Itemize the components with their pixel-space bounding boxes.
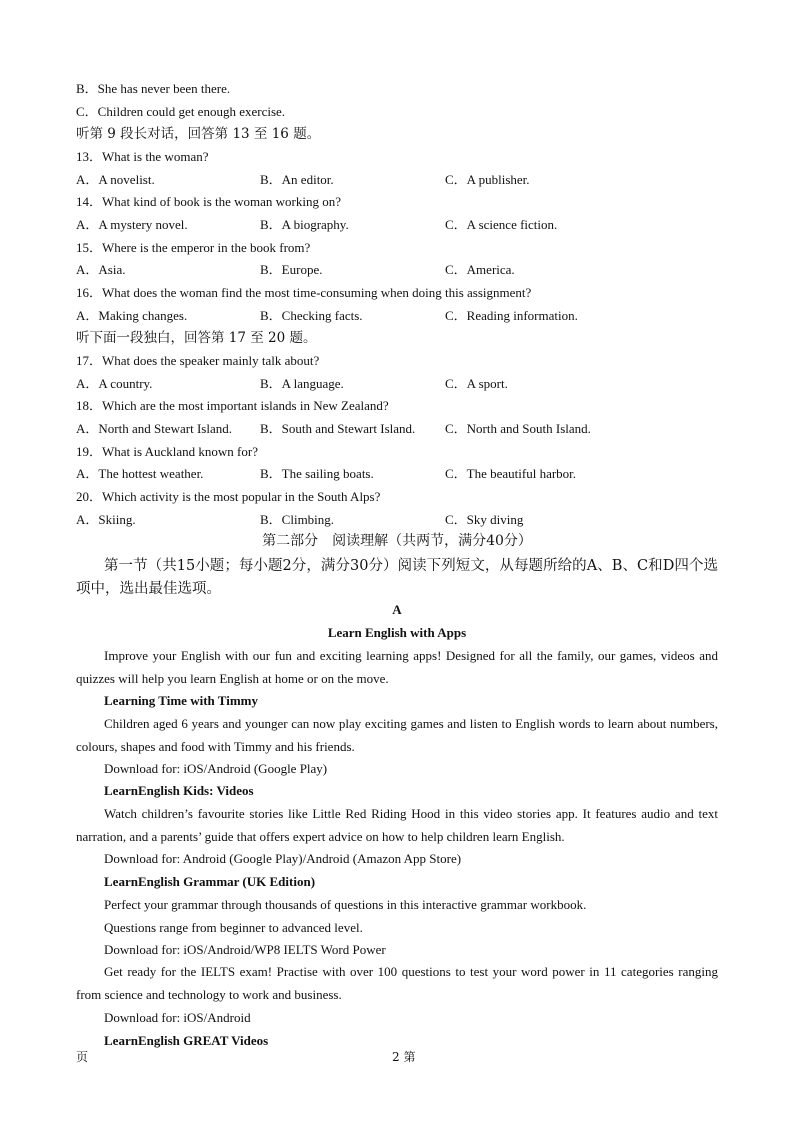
option-b: B．An editor. (260, 172, 334, 187)
option-b: B．A language. (260, 376, 344, 391)
option-c: C．A science fiction. (445, 217, 558, 232)
footer-page-number: 2 第 (392, 1050, 416, 1064)
option-a: A．Making changes. (76, 308, 188, 323)
question-18-options (76, 420, 716, 438)
question-17-options (76, 375, 716, 393)
question-15-options (76, 261, 716, 279)
option-a: A．The hottest weather. (76, 466, 204, 481)
app1-download: Download for: iOS/Android (Google Play) (104, 761, 328, 776)
app4-download: Download for: iOS/Android (104, 1010, 251, 1025)
option-c: C．North and South Island. (445, 421, 591, 436)
passage-title: Learn English with Apps (327, 625, 467, 640)
app3-range: Questions range from beginner to advanced level. (104, 920, 363, 935)
app2-description: Watch children’s favourite stories like Little Red Riding Hood in this video stories app. It features audio and text narration, and a parents’ guide that offers expert advice on how to help children learn English. (76, 806, 718, 844)
question-13-options (76, 171, 716, 189)
passage-intro: Improve your English with our fun and exciting learning apps! Designed for all the family, our games, videos and quizzes will help you learn English at home or on the move. (76, 648, 718, 686)
app5-title: LearnEnglish GREAT Videos (104, 1033, 269, 1048)
option-c: C．A sport. (445, 376, 508, 391)
question-16: 16．What does the woman find the most time-consuming when doing this assignment? (76, 285, 532, 300)
app2-download: Download for: Android (Google Play)/Android (Amazon App Store) (104, 851, 462, 866)
option-b: B．A biography. (260, 217, 349, 232)
question-13: 13．What is the woman? (76, 149, 209, 164)
option-c: C．Reading information. (445, 308, 578, 323)
option-c: C．Sky diving (445, 512, 524, 527)
question-20: 20．Which activity is the most popular in the South Alps? (76, 489, 381, 504)
question-19: 19．What is Auckland known for? (76, 444, 258, 459)
app2-title: LearnEnglish Kids: Videos (104, 783, 254, 798)
question-19-options (76, 465, 716, 483)
option-c: C．The beautiful harbor. (445, 466, 577, 481)
app1-title: Learning Time with Timmy (104, 693, 258, 708)
option-a: A．A novelist. (76, 172, 155, 187)
option-c: C．A publisher. (445, 172, 530, 187)
reading-part-title: 第二部分 阅读理解（共两节，满分40分） (262, 533, 532, 549)
option-b: B．Europe. (260, 262, 323, 277)
question-14-options (76, 216, 716, 234)
question-15: 15．Where is the emperor in the book from? (76, 240, 311, 255)
option-c: C．America. (445, 262, 515, 277)
passage-letter: A (392, 602, 402, 617)
question-17: 17．What does the speaker mainly talk about? (76, 353, 320, 368)
section-9-instruction: 听第 9 段长对话，回答第 13 至 16 题。 (76, 126, 321, 142)
app4-description: Get ready for the IELTS exam! Practise with over 100 questions to test your word power in 11 categories ranging from science and technology to work and business. (76, 964, 718, 1002)
option-b: B．Checking facts. (260, 308, 363, 323)
q12-option-c: C．Children could get enough exercise. (76, 104, 286, 119)
reading-section-instruction: 第一节（共15小题；每小题2分，满分30分）阅读下列短文，从每题所给的A、B、C和D四个选项中，选出最佳选项。 (76, 558, 718, 597)
option-b: B．South and Stewart Island. (260, 421, 416, 436)
question-20-options (76, 511, 716, 529)
option-a: A．Skiing. (76, 512, 136, 527)
question-14: 14．What kind of book is the woman working on? (76, 194, 342, 209)
app3-title: LearnEnglish Grammar (UK Edition) (104, 874, 316, 889)
option-a: A．A country. (76, 376, 153, 391)
app3-description: Perfect your grammar through thousands of questions in this interactive grammar workbook. (104, 897, 587, 912)
app3-download: Download for: iOS/Android/WP8 IELTS Word Power (104, 942, 386, 957)
question-16-options (76, 307, 716, 325)
option-a: A．A mystery novel. (76, 217, 188, 232)
option-a: A．North and Stewart Island. (76, 421, 232, 436)
footer-left: 页 (76, 1050, 89, 1064)
option-b: B．Climbing. (260, 512, 335, 527)
option-b: B．The sailing boats. (260, 466, 374, 481)
option-a: A．Asia. (76, 262, 126, 277)
question-18: 18．Which are the most important islands in New Zealand? (76, 398, 389, 413)
app1-description: Children aged 6 years and younger can now play exciting games and listen to English words to learn about numbers, colours, shapes and food with Timmy and his friends. (76, 716, 718, 754)
q12-option-b: B．She has never been there. (76, 81, 231, 96)
section-10-instruction: 听下面一段独白，回答第 17 至 20 题。 (76, 330, 317, 346)
